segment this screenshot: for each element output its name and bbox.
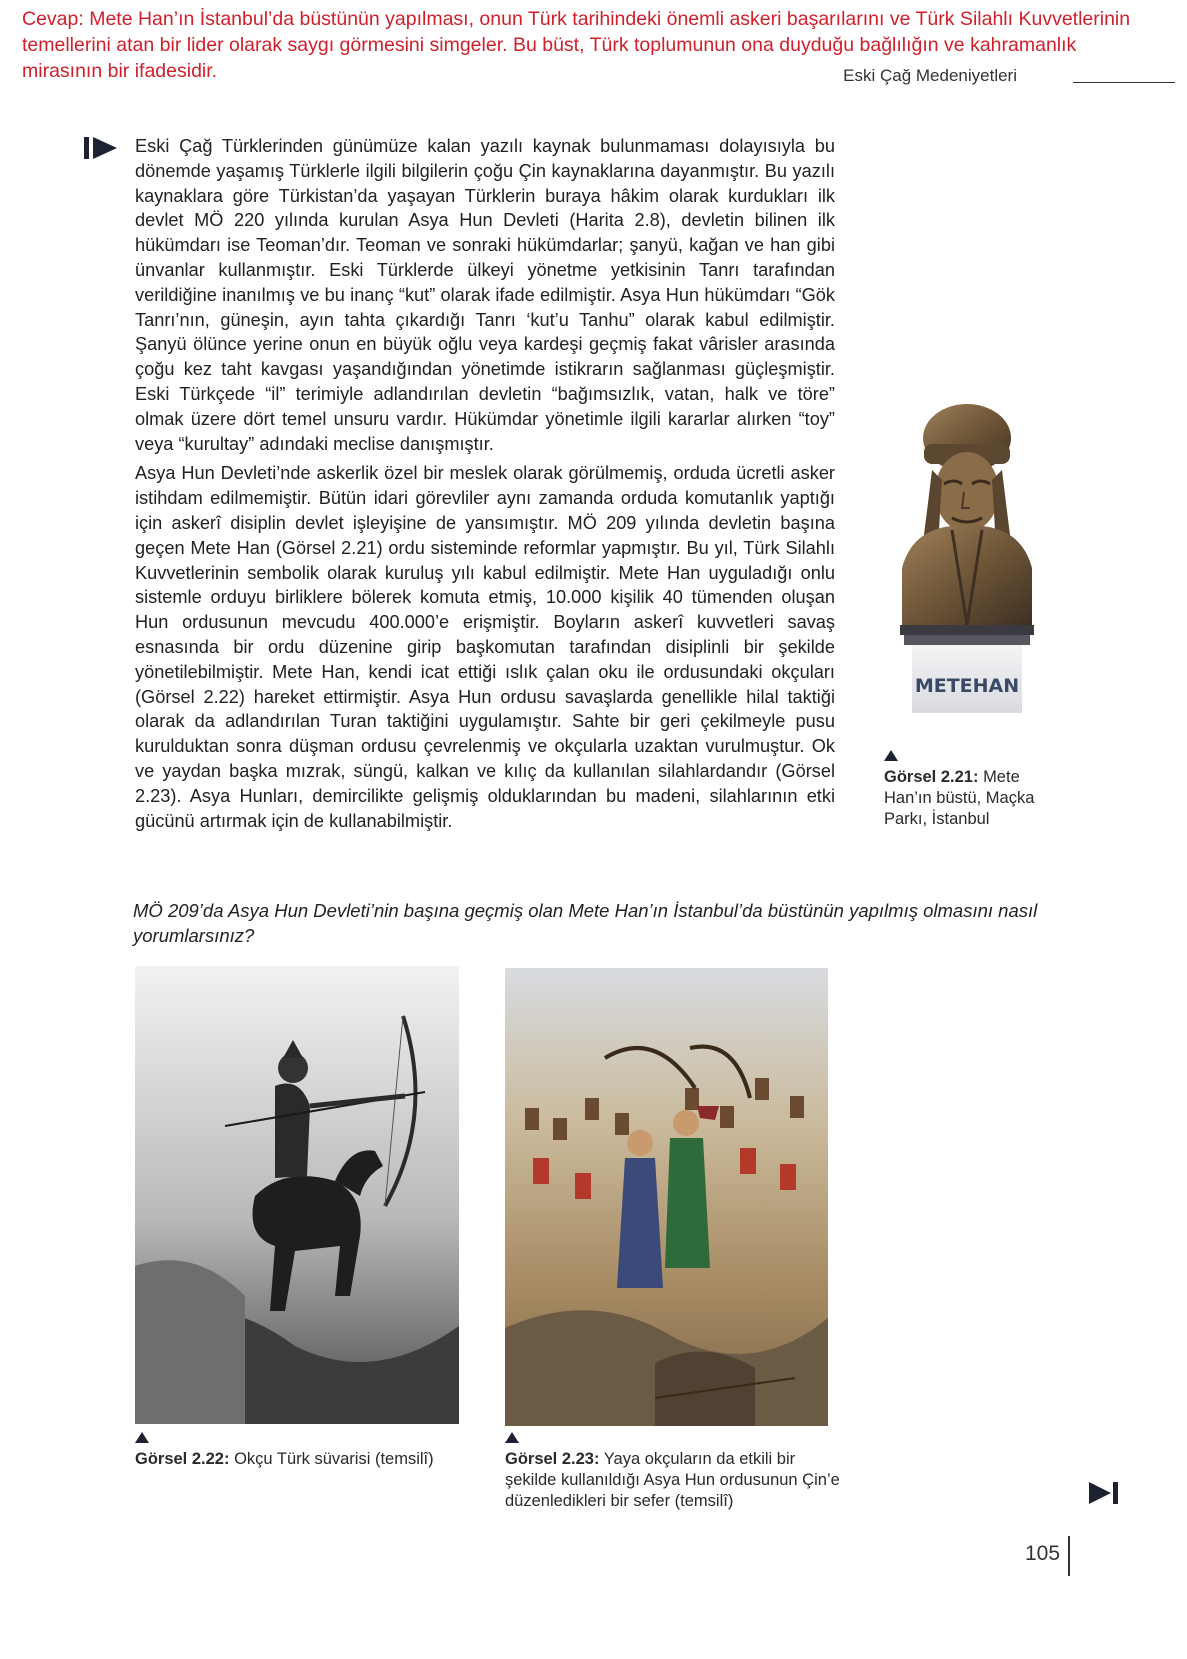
page-number-rule (1068, 1536, 1070, 1576)
figure-222-label: Görsel 2.22: (135, 1450, 230, 1468)
figure-223-caption (505, 1449, 840, 1512)
body-text (135, 134, 835, 838)
figure-221-label: Görsel 2.21: (884, 768, 979, 786)
horse-archer-illustration (135, 966, 459, 1424)
caption-marker-icon (135, 1432, 149, 1443)
section-start-icon (84, 136, 120, 160)
figure-221-caption (884, 767, 1054, 830)
section-end-icon (1089, 1481, 1119, 1505)
mete-han-bust-photo (882, 400, 1052, 745)
figure-222-text: Okçu Türk süvarisi (temsilî) (234, 1450, 434, 1468)
page-number: 105 (1025, 1542, 1061, 1565)
answer-note: Cevap: Mete Han’ın İstanbul’da büstünün yapılması, onun Türk tarihindeki önemli askeri başarılarını ve Türk Silahlı Kuvvetlerinin temellerini atan bir lider olarak saygı görmesini simgeler. Bu büst, Türk toplumunun ona duyduğu bağlılığın ve kahramanlık mirasının bir ifadesidir. (22, 8, 1131, 82)
discussion-question: MÖ 209’da Asya Hun Devleti’nin başına geçmiş olan Mete Han’ın İstanbul’da büstünün yapılmış olmasını nasıl yorumlarsınız? (133, 900, 1038, 946)
figure-222-caption (135, 1449, 475, 1470)
figure-223-text: Yaya okçuların da etkili bir şekilde kullanıldığı Asya Hun ordusunun Çin’e düzenledikleri bir sefer (temsilî) (505, 1450, 840, 1510)
figure-223-label: Görsel 2.23: (505, 1450, 600, 1468)
bust-plaque-text: METEHAN (914, 675, 1020, 697)
hun-army-campaign-painting (505, 968, 828, 1426)
caption-marker-icon (505, 1432, 519, 1443)
section-title: Eski Çağ Medeniyetleri (843, 66, 1017, 85)
caption-marker-icon (884, 750, 898, 761)
paragraph-1: Eski Çağ Türklerinden günümüze kalan yazılı kaynak bulunmaması dolayısıyla bu dönemde yaşamış Türklerle ilgili bilgilerin çoğu Çin kaynaklarına dayanmıştır. Bu yazılı kaynaklara göre Türkistan’da yaşayan Türklerin buraya hâkim olarak kurdukları ilk devlet MÖ 220 yılında kurulan Asya Hun Devleti (Harita 2.8), devletin bilinen ilk hükümdarı ise Teoman’dır. Teoman ve sonraki hükümdarlar; şanyü, kağan ve han gibi ünvanlar kullanmıştır. Eski Türklerde ülkeyi yönetme yetkisinin Tanrı tarafından verildiğine inanılmış ve bu inanç “kut” olarak ifade edilmiştir. Asya Hun hükümdarı “Gök Tanrı’nın, güneşin, ayın tahta çıkardığı Tanrı ‘kut’u Tanhu” olarak kabul edilmiştir. Şanyü ölünce yerine onun en büyük oğlu veya kardeşi geçmiş fakat vârisler arasında çoğu kez taht kavgası yaşandığından yönetimde istikrarın sağlanması güçleşmiştir. Eski Türkçede “il” terimiyle adlandırılan devletin “bağımsızlık, vatan, halk ve töre” olmak üzere dört temel unsuru vardır. Hükümdar yönetimle ilgili kararlar alırken “toy” veya “kurultay” adındaki meclise danışmıştır. (135, 136, 835, 454)
figure-221-text: Mete Han’ın büstü, Maçka Parkı, İstanbul (884, 768, 1035, 828)
paragraph-2: Asya Hun Devleti’nde askerlik özel bir meslek olarak görülmemiş, orduda ücretli asker istihdam edilmemiştir. Bütün idari görevliler aynı zamanda orduda komutanlık yaptığı için askerî disiplin devlet işleyişine de yansımıştır. MÖ 209 yılında devletin başına geçen Mete Han (Görsel 2.21) ordu sisteminde reformlar yapmıştır. Bu yıl, Türk Silahlı Kuvvetlerinin sembolik olarak kuruluş yılı kabul edilmiştir. Mete Han uyguladığı onlu sistemle orduyu birliklere bölerek komuta etmiş, 10.000 kişilik 40 tümenden oluşan Hun ordusunun mevcudu 400.000’e erişmiştir. Boyların askerî kuvvetleri savaş esnasında bir ordu düzenine girip başkomutan tarafından disiplinli bir şekilde yönetilebilmiştir. Mete Han, kendi icat ettiği ıslık çalan oku ile ordusundaki okçuları (Görsel 2.22) hareket ettirmiştir. Asya Hun ordusu savaşlarda genellikle hilal taktiği olarak da adlandırılan Turan taktiğini uygulamıştır. Sahte bir geri çekilmeyle pusu kurulduktan sonra düşman ordusu çevrelenmiş ve okçularla uzaktan vurulmuştur. Ok ve yaydan başka mızrak, süngü, kalkan ve kılıç da kullanılan silahlardandır (Görsel 2.23). Asya Hunları, demircilikte gelişmiş olduklarından bu madeni, silahlarının etki gücünü artırmak için de kullanabilmiştir. (135, 463, 835, 831)
section-title-rule (1073, 82, 1175, 83)
